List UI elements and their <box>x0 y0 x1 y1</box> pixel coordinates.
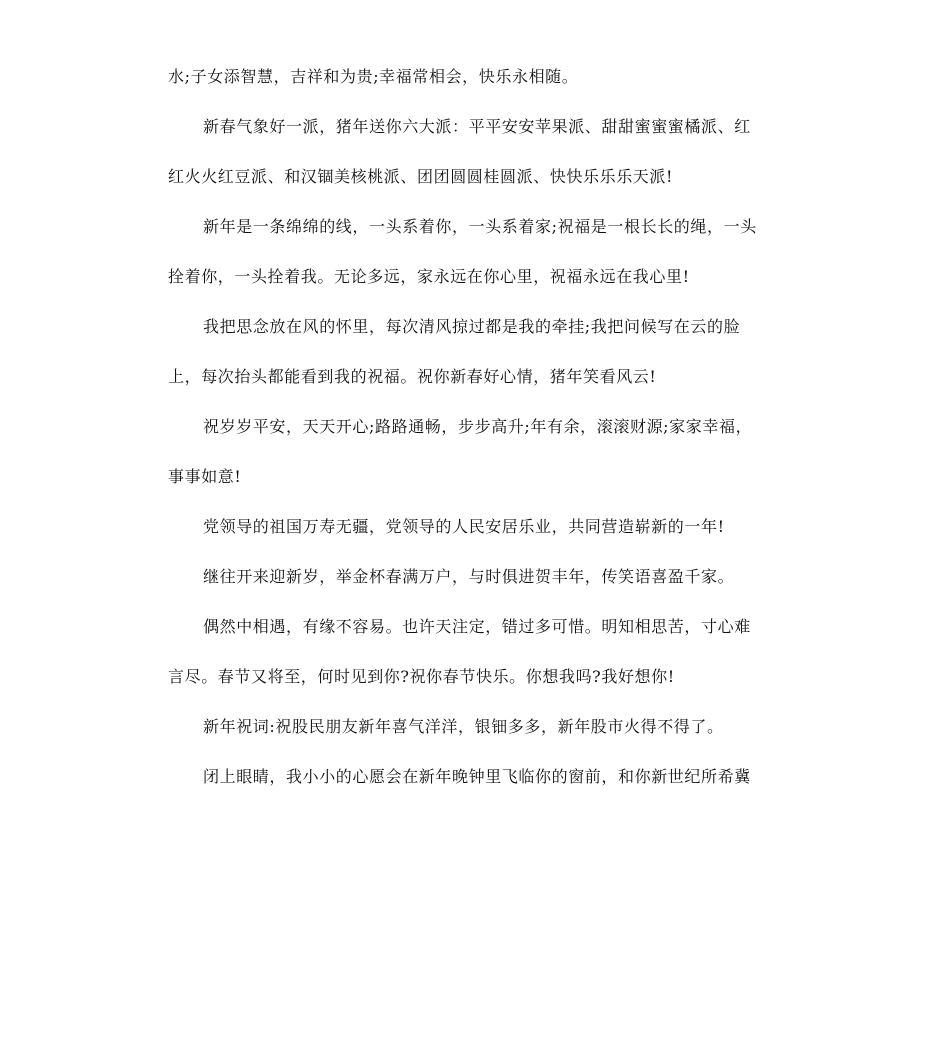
text-line: 言尽。春节又将至，何时见到你?祝你春节快乐。你想我吗?我好想你! <box>168 667 675 686</box>
paragraph-first-line: 偶然中相遇，有缘不容易。也许天注定，错过多可惜。明知相思苦，寸心难 <box>203 617 751 636</box>
paragraph-first-line: 党领导的祖国万寿无疆，党领导的人民安居乐业，共同营造崭新的一年! <box>203 517 725 536</box>
paragraph-first-line: 闭上眼睛，我小小的心愿会在新年晚钟里飞临你的窗前，和你新世纪所希冀 <box>203 767 751 786</box>
paragraph-first-line: 继往开来迎新岁，举金杯春满万户，与时俱进贺丰年，传笑语喜盈千家。 <box>203 567 735 586</box>
document-body <box>168 64 788 814</box>
paragraph-first-line: 我把思念放在风的怀里，每次清风掠过都是我的牵挂;我把问候写在云的脸 <box>203 317 741 336</box>
text-line: 拴着你，一头拴着我。无论多远，家永远在你心里，祝福永远在我心里! <box>168 267 690 286</box>
text-line: 事事如意! <box>168 467 242 486</box>
text-line: 红火火红豆派、和汉锢美核桃派、团团圆圆桂圆派、快快乐乐乐天派! <box>168 167 674 186</box>
text-line: 水;子女添智慧，吉祥和为贵;幸福常相会，快乐永相随。 <box>168 67 579 86</box>
paragraph-first-line: 新年祝词:祝股民朋友新年喜气洋洋，银钿多多，新年股市火得不得了。 <box>203 717 724 736</box>
paragraph-first-line: 新春气象好一派，猪年送你六大派：平平安安苹果派、甜甜蜜蜜蜜橘派、红 <box>203 117 751 136</box>
text-line: 上，每次抬头都能看到我的祝福。祝你新春好心情，猪年笑看风云! <box>168 367 657 386</box>
paragraph-first-line: 新年是一条绵绵的线，一头系着你，一头系着家;祝福是一根长长的绳，一头 <box>203 217 757 236</box>
paragraph-first-line: 祝岁岁平安，天天开心;路路通畅，步步高升;年有余，滚滚财源;家家幸福， <box>203 417 753 436</box>
